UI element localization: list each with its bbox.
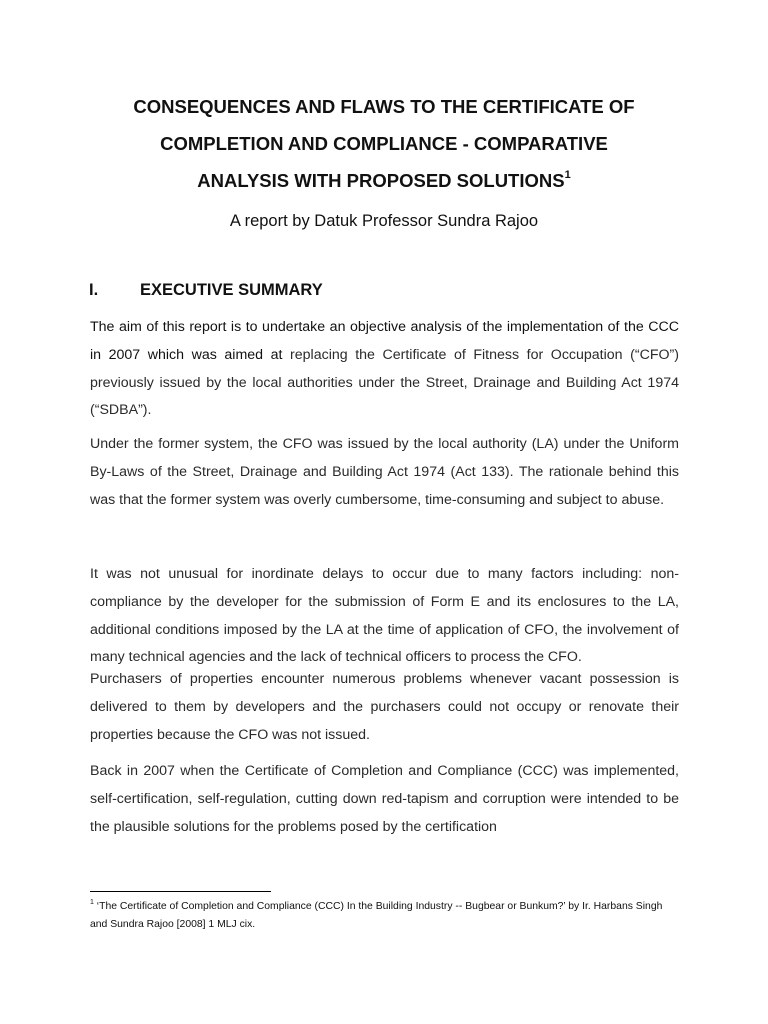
- paragraph-1: [90, 314, 679, 425]
- paragraph-1-rest: replacing the Certificate of Fitness for Occupation (“CFO”) previously issued by the local authorities under the Street, Drainage and Building Act 1974 (“SDBA”).: [90, 346, 679, 419]
- footnote-marker: 1: [90, 898, 94, 906]
- paragraph-3: It was not unusual for inordinate delays to occur due to many factors including: non-compliance by the developer for the submission of Form E and its enclosures to the LA, additional conditions imposed by the LA at the time of application of CFO, the involvement of many technical agencies and the lack of technical officers to process the CFO.: [90, 566, 679, 666]
- title-line-2: COMPLETION AND COMPLIANCE - COMPARATIVE: [160, 133, 608, 154]
- paragraph-2: Under the former system, the CFO was issued by the local authority (LA) under the Uniform By-Laws of the Street, Drainage and Building Act 1974 (Act 133). The rationale behind this was that the former system was overly cumbersome, time-consuming and subject to abuse.: [90, 436, 679, 508]
- paragraph-5: Back in 2007 when the Certificate of Completion and Compliance (CCC) was implemented, self-certification, self-regulation, cutting down red-tapism and corruption were intended to be the plausible solutions for the problems posed by the certification: [90, 763, 679, 835]
- footnote: [90, 898, 680, 933]
- footnote-text: ‘The Certificate of Completion and Compliance (CCC) In the Building Industry -- Bugbear or Bunkum?’ by Ir. Harbans Singh and Sundra Rajoo [2008] 1 MLJ cix.: [90, 901, 663, 930]
- section-title: EXECUTIVE SUMMARY: [140, 281, 323, 299]
- title-footnote-ref: 1: [564, 168, 571, 181]
- section-number: I.: [89, 281, 99, 299]
- author-line: A report by Datuk Professor Sundra Rajoo: [229, 212, 539, 230]
- footnote-divider: [90, 891, 271, 892]
- paragraph-1-lead: The aim of this report is to undertake an objective analysis of the implementation of the CCC in 2007 which was aimed at: [90, 319, 679, 363]
- paragraph-4: Purchasers of properties encounter numerous problems whenever vacant possession is delivered to them by developers and the purchasers could not occupy or renovate their properties because the CFO was not issued.: [90, 671, 679, 743]
- section-heading: [89, 278, 323, 302]
- title-line-3: ANALYSIS WITH PROPOSED SOLUTIONS: [197, 170, 565, 191]
- title-line-1: CONSEQUENCES AND FLAWS TO THE CERTIFICATE OF: [133, 96, 635, 117]
- document-title: [90, 88, 678, 199]
